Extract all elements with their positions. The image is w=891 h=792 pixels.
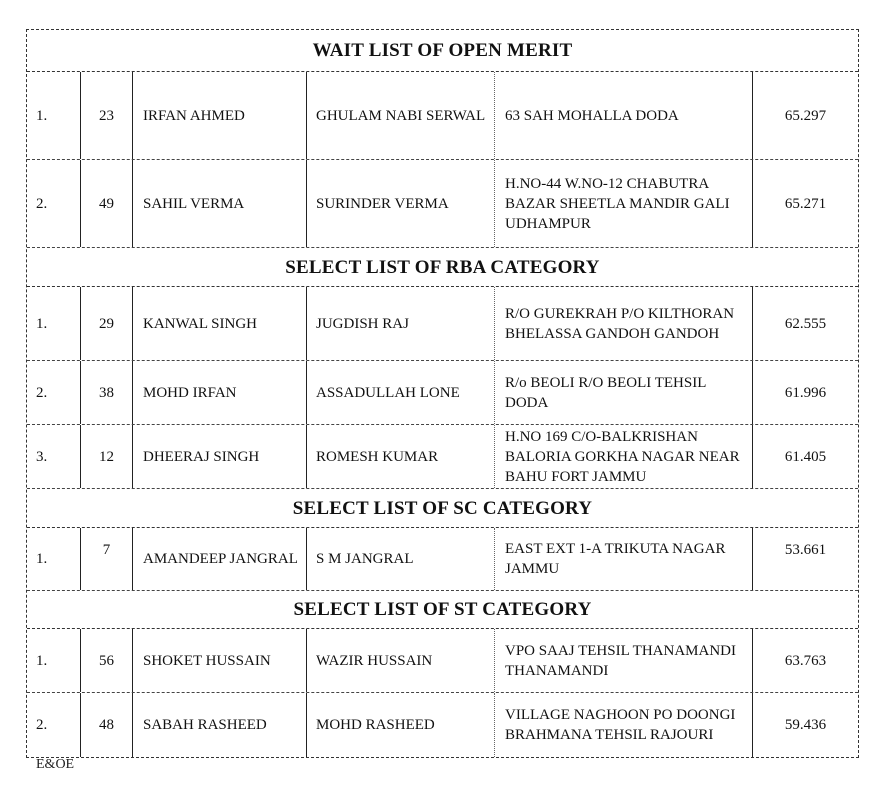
merit-score: 61.405 [784, 448, 827, 465]
section-title-st: SELECT LIST OF ST CATEGORY [27, 591, 858, 629]
section-title-rba: SELECT LIST OF RBA CATEGORY [27, 248, 858, 287]
serial-number: 2. [36, 195, 48, 212]
table-row [27, 528, 858, 591]
father-name: WAZIR HUSSAIN [306, 629, 494, 692]
address: H.NO-44 W.NO-12 CHABUTRA BAZAR SHEETLA MANDIR GALI UDHAMPUR [494, 160, 753, 247]
roll-number: 23 [80, 72, 133, 159]
candidate-name: KANWAL SINGH [143, 315, 258, 332]
section-title-open-merit: WAIT LIST OF OPEN MERIT [27, 30, 858, 72]
roll-number: 38 [80, 361, 133, 424]
address: 63 SAH MOHALLA DODA [494, 72, 753, 159]
candidate-name: MOHD IRFAN [143, 384, 237, 401]
section-title-sc: SELECT LIST OF SC CATEGORY [27, 489, 858, 528]
table-row [27, 72, 858, 160]
merit-score: 53.661 [784, 542, 827, 558]
errors-omissions-note: E&OE [36, 757, 75, 772]
father-name: SURINDER VERMA [306, 160, 494, 247]
merit-score: 59.436 [784, 717, 827, 733]
merit-score: 63.763 [784, 652, 827, 669]
merit-list-sheet [26, 29, 859, 758]
address: EAST EXT 1-A TRIKUTA NAGAR JAMMU [494, 528, 753, 590]
roll-number: 49 [80, 160, 133, 247]
father-name: GHULAM NABI SERWAL [306, 72, 494, 159]
roll-number: 56 [80, 629, 133, 692]
table-row [27, 287, 858, 361]
serial-number: 1. [36, 652, 48, 669]
father-name: ROMESH KUMAR [306, 425, 494, 488]
serial-number: 2. [36, 717, 48, 733]
father-name: JUGDISH RAJ [306, 287, 494, 360]
table-row [27, 160, 858, 248]
candidate-name: SABAH RASHEED [143, 717, 267, 733]
candidate-name: AMANDEEP JANGRAL [143, 551, 298, 567]
table-row [27, 361, 858, 425]
roll-number: 12 [80, 425, 133, 488]
candidate-name: DHEERAJ SINGH [143, 448, 260, 465]
address: H.NO 169 C/O-BALKRISHAN BALORIA GORKHA NAGAR NEAR BAHU FORT JAMMU [494, 425, 753, 488]
serial-number: 1. [36, 107, 48, 124]
serial-number: 1. [36, 551, 48, 567]
serial-number: 1. [36, 315, 48, 332]
merit-score: 61.996 [784, 384, 827, 401]
candidate-name: SAHIL VERMA [143, 195, 245, 212]
address: VILLAGE NAGHOON PO DOONGI BRAHMANA TEHSIL RAJOURI [494, 693, 753, 757]
table-row [27, 629, 858, 693]
merit-score: 65.271 [784, 195, 827, 212]
address: VPO SAAJ TEHSIL THANAMANDI THANAMANDI [494, 629, 753, 692]
serial-number: 3. [36, 448, 48, 465]
father-name: S M JANGRAL [306, 528, 494, 590]
roll-number: 29 [80, 287, 133, 360]
table-row [27, 693, 858, 757]
father-name: ASSADULLAH LONE [306, 361, 494, 424]
merit-score: 65.297 [784, 107, 827, 124]
father-name: MOHD RASHEED [306, 693, 494, 757]
address: R/O GUREKRAH P/O KILTHORAN BHELASSA GANDOH GANDOH [494, 287, 753, 360]
roll-number: 7 [80, 528, 133, 590]
candidate-name: SHOKET HUSSAIN [143, 652, 271, 669]
candidate-name: IRFAN AHMED [143, 107, 245, 124]
serial-number: 2. [36, 384, 48, 401]
merit-score: 62.555 [784, 315, 827, 332]
table-row [27, 425, 858, 489]
roll-number: 48 [80, 693, 133, 757]
address: R/o BEOLI R/O BEOLI TEHSIL DODA [494, 361, 753, 424]
